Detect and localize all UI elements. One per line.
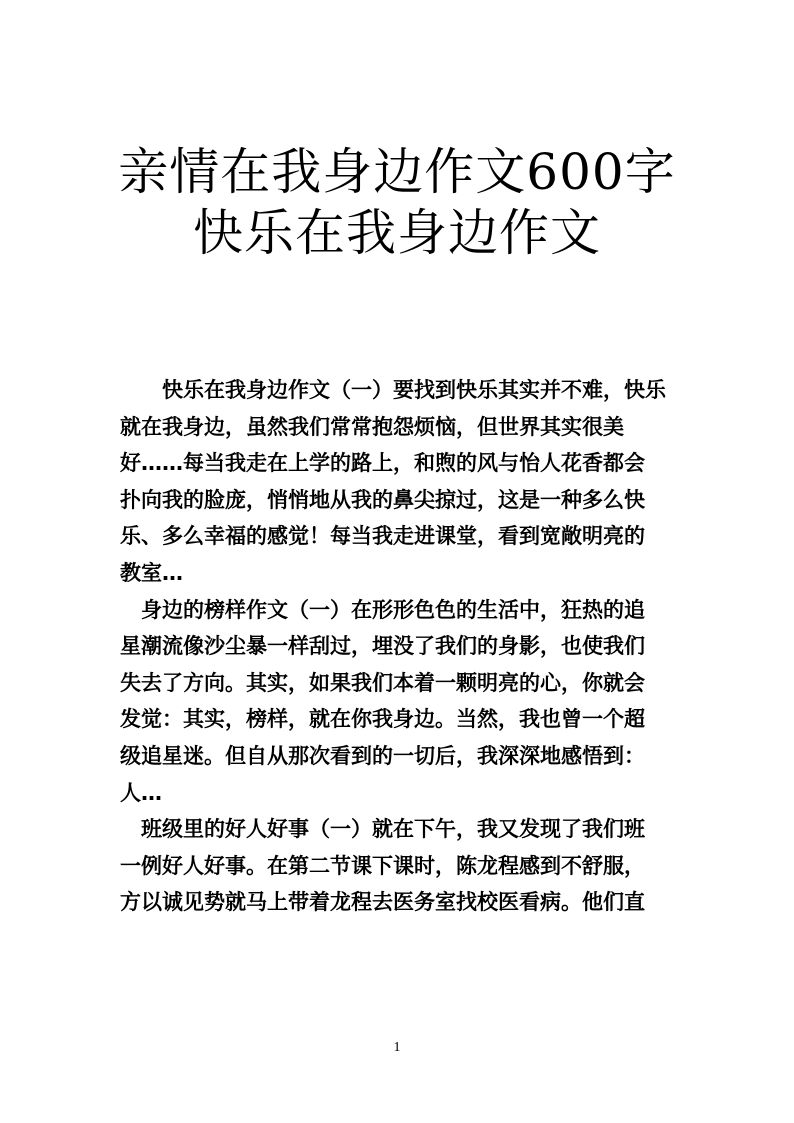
paragraph-role-model: [120, 592, 676, 812]
text-line: 好……每当我走在上学的路上，和煦的风与怡人花香都会: [120, 451, 645, 476]
document-title-line-1: 亲情在我身边作文600字: [118, 143, 676, 201]
document-body: [120, 372, 676, 921]
text-line: 身边的榜样作文（一）在形形色色的生活中，狂热的追: [141, 597, 645, 622]
text-line: 发觉：其实，榜样，就在你我身边。当然，我也曾一个超: [120, 707, 645, 732]
text-line: 就在我身边，虽然我们常常抱怨烦恼，但世界其实很美: [120, 414, 624, 439]
document-title-line-2: 快乐在我身边作文: [193, 204, 601, 262]
text-line: 人…: [120, 780, 162, 805]
text-line: 失去了方向。其实，如果我们本着一颗明亮的心，你就会: [120, 670, 645, 695]
text-line: 乐、多么幸福的感觉！每当我走进课堂，看到宽敞明亮的: [120, 524, 645, 549]
text-line: 方以诚见势就马上带着龙程去医务室找校医看病。他们直: [120, 890, 645, 915]
paragraph-good-deeds: [120, 811, 676, 921]
text-line: 快乐在我身边作文（一）要找到快乐其实并不难，快乐: [162, 378, 666, 402]
text-line: 一例好人好事。在第二节课下课时，陈龙程感到不舒服，: [120, 853, 645, 878]
text-line: 级追星迷。但自从那次看到的一切后，我深深地感悟到：: [120, 743, 645, 768]
text-line: 星潮流像沙尘暴一样刮过，埋没了我们的身影，也使我们: [120, 634, 645, 659]
page-number: 1: [393, 1040, 401, 1055]
paragraph-happiness: [120, 372, 676, 592]
text-line: 教室…: [120, 560, 183, 585]
text-line: 班级里的好人好事（一）就在下午，我又发现了我们班: [141, 817, 645, 842]
text-line: 扑向我的脸庞，悄悄地从我的鼻尖掠过，这是一种多么快: [120, 487, 645, 512]
